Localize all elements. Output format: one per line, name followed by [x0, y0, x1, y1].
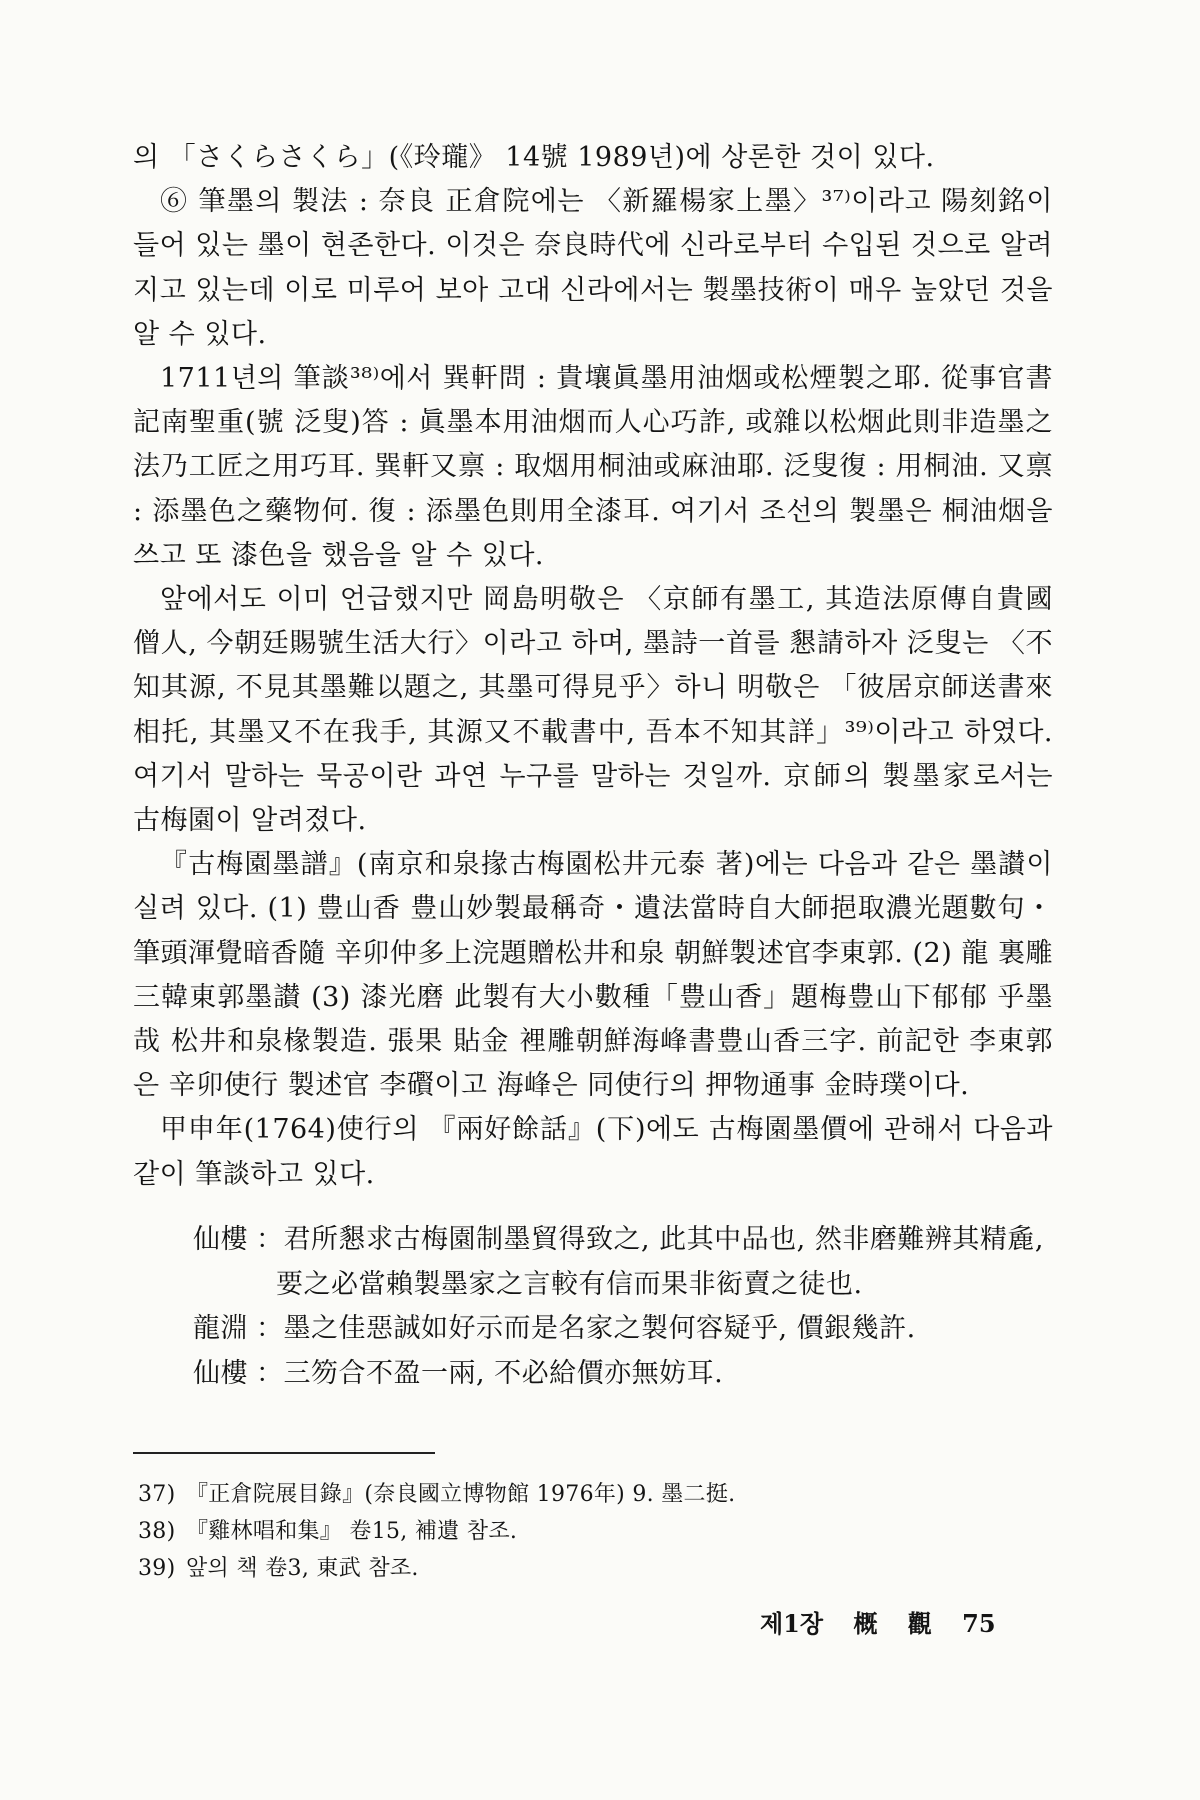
running-footer: [760, 1604, 1060, 1639]
footnote-number: 37): [138, 1482, 176, 1507]
footnote: [138, 1513, 1038, 1550]
dialogue-line: [193, 1307, 1053, 1352]
main-text: [133, 136, 1053, 1197]
dialogue-line: [193, 1352, 1053, 1397]
paragraph-2: ⑥ 筆墨의 製法 : 奈良 正倉院에는 〈新羅楊家上墨〉³⁷⁾이라고 陽刻銘이 들어 있는 墨이 현존한다. 이것은 奈良時代에 신라로부터 수입된 것으로 알려지고 있는데 이로 미루어 보아 고대 신라에서는 製墨技術이 매우 높았던 것을 알 수 있다.: [133, 186, 1053, 350]
footnotes: [138, 1476, 1038, 1587]
paragraph-1: 의 「さくらさくら」(《玲瓏》 14號 1989년)에 상론한 것이 있다.: [133, 142, 935, 173]
speaker-name: 仙樓: [193, 1224, 248, 1255]
speaker-colon: ：: [256, 1313, 284, 1344]
dialogue-text: 三笏合不盈一兩, 不必給價亦無妨耳.: [283, 1357, 724, 1389]
footnote-text: 앞의 책 卷3, 東武 참조.: [186, 1556, 419, 1581]
chapter-title-char-2: 觀: [907, 1609, 932, 1638]
speaker-colon: ：: [256, 1357, 284, 1389]
dialogue-continuation: 要之必當賴製墨家之言較有信而果非衒賣之徒也.: [276, 1268, 863, 1300]
speaker-name: 仙樓: [193, 1357, 248, 1389]
chapter-title-char-1: 概: [853, 1609, 878, 1638]
footnote: [138, 1476, 1038, 1513]
dialogue-text: 墨之佳惡誠如好示而是名家之製何容疑乎, 價銀幾許.: [283, 1313, 916, 1344]
footnote: [138, 1550, 1038, 1587]
speaker-name: 龍淵: [193, 1313, 248, 1344]
paragraph-5: 『古梅園墨譜』(南京和泉掾古梅園松井元泰 著)에는 다음과 같은 墨讃이 실려 있다. (1) 豊山香 豊山妙製最稱奇・遺法當時自大師挹取濃光題數句・筆頭渾覺暗香隨 辛卯仲多上浣題贈松井和泉 朝鮮製述官李東郭. (2) 龍 裏雕 三韓東郭墨讃 (3) 漆光磨 此製有大小數種「豊山香」題梅豊山下郁郁 乎墨哉 松井和泉椽製造. 張果 貼金 裡雕朝鮮海峰書豊山香三字. 前記한 李東郭은 辛卯使行 製述官 李礥이고 海峰은 同使行의 押物通事 金時璞이다.: [133, 849, 1053, 1102]
speaker-colon: ：: [256, 1224, 284, 1255]
footnote-text: 『正倉院展目錄』(奈良國立博物館 1976年) 9. 墨二挺.: [186, 1482, 736, 1507]
footnote-number: 38): [138, 1519, 176, 1544]
footnote-text: 『雞林唱和集』 卷15, 補遺 참조.: [186, 1519, 518, 1544]
paragraph-4: 앞에서도 이미 언급했지만 岡島明敬은 〈京師有墨工, 其造法原傳自貴國僧人, 今朝廷賜號生活大行〉이라고 하며, 墨詩一首를 懇請하자 泛叟는 〈不知其源, 不見其墨難以題之, 其墨可得見乎〉하니 明敬은 「彼居京師送書來相托, 其墨又不在我手, 其源又不載書中, 吾本不知其詳」³⁹⁾이라고 하였다. 여기서 말하는 묵공이란 과연 누구를 말하는 것일까. 京師의 製墨家로서는 古梅園이 알려졌다.: [133, 584, 1053, 837]
paragraph-3: 1711년의 筆談³⁸⁾에서 巽軒問 : 貴壤眞墨用油烟或松煙製之耶. 從事官書記南聖重(號 泛叟)答 : 眞墨本用油烟而人心巧詐, 或雜以松烟此則非造墨之法乃工匠之用巧耳. 巽軒又禀 : 取烟用桐油或麻油耶. 泛叟復 : 用桐油. 又禀 : 添墨色之藥物何. 復 : 添墨色則用全漆耳. 여기서 조선의 製墨은 桐油烟을 쓰고 또 漆色을 했음을 알 수 있다.: [133, 363, 1053, 571]
paragraph-6: 甲申年(1764)使行의 『兩好餘話』(下)에도 古梅園墨價에 관해서 다음과 같이 筆談하고 있다.: [133, 1114, 1053, 1190]
page-number: 75: [962, 1609, 996, 1638]
dialogue-text: 君所懇求古梅園制墨貿得致之, 此其中品也, 然非磨難辨其精麁,: [283, 1224, 1044, 1255]
footnote-divider: [133, 1452, 435, 1454]
quoted-dialogue: [193, 1218, 1053, 1396]
footnote-number: 39): [138, 1556, 176, 1581]
chapter-label: 제1장: [760, 1609, 824, 1638]
dialogue-line: [193, 1218, 1053, 1263]
